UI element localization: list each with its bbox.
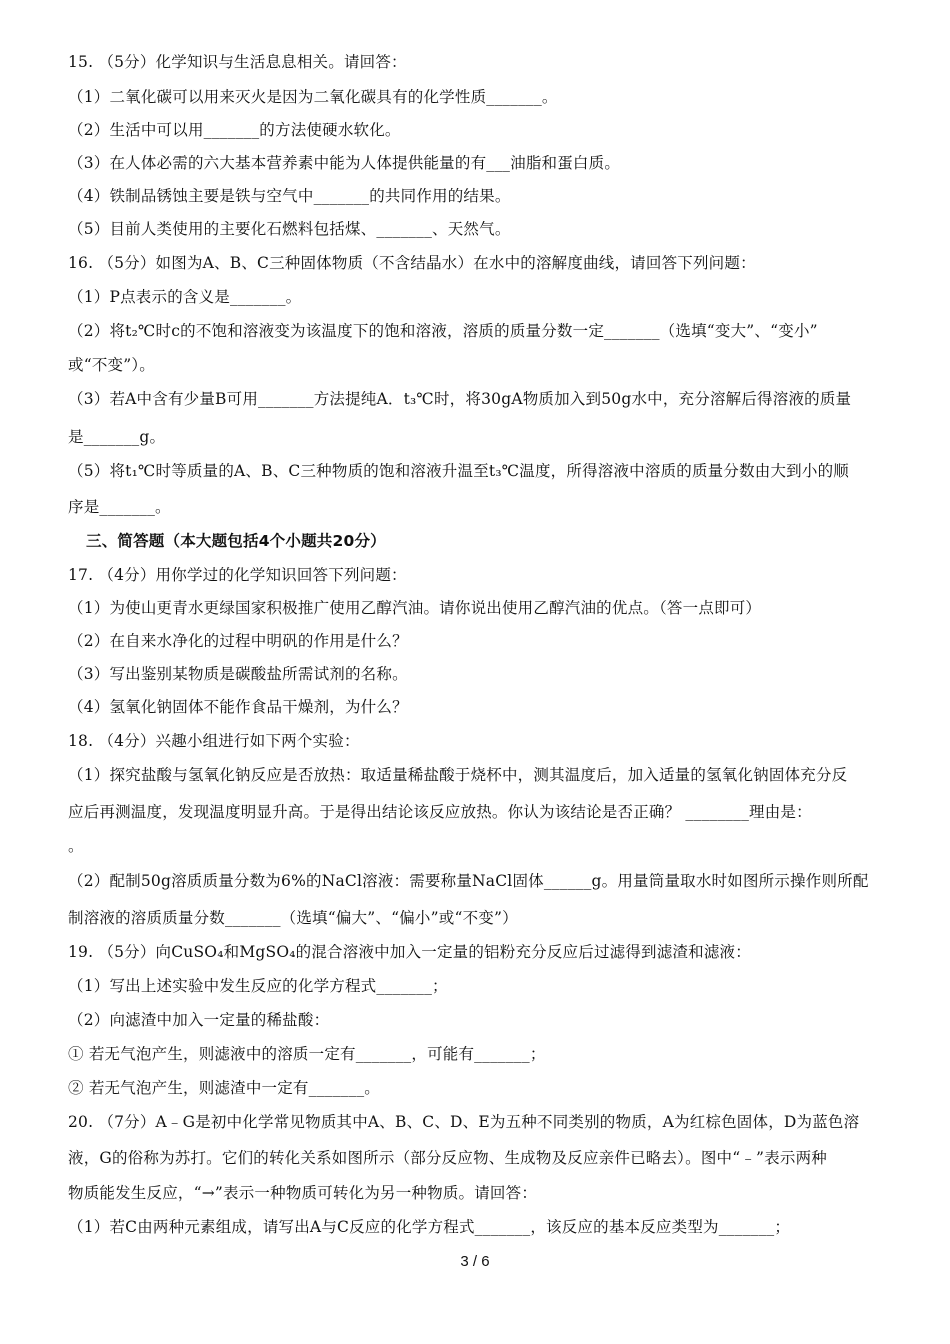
q16-part3-line2: 是_______g。 bbox=[68, 428, 166, 446]
q16-part5-line1: （5）将t₁℃时等质量的A、B、C三种物质的饱和溶液升温至t₃℃温度，所得溶液中溶质的质量分数由大到小的顺 bbox=[68, 462, 849, 480]
q19-stem: 19. （5分）向CuSO₄和MgSO₄的混合溶液中加入一定量的铝粉充分反应后过滤得到滤渣和滤液： bbox=[68, 943, 751, 961]
q15-part1: （1）二氧化碳可以用来灭火是因为二氧化碳具有的化学性质_______。 bbox=[68, 88, 558, 106]
q15-part5: （5）目前人类使用的主要化石燃料包括煤、_______、天然气。 bbox=[68, 220, 511, 238]
q15-part4: （4）铁制品锈蚀主要是铁与空气中_______的共同作用的结果。 bbox=[68, 187, 511, 205]
q19-part2-case2: ② 若无气泡产生，则滤渣中一定有_______。 bbox=[68, 1079, 380, 1097]
q16-part5-line2: 序是_______。 bbox=[68, 498, 171, 516]
q15-part2: （2）生活中可以用_______的方法使硬水软化。 bbox=[68, 121, 401, 139]
section-heading: 三、简答题（本大题包括4个小题共20分） bbox=[86, 532, 386, 550]
q17-part2: （2）在自来水净化的过程中明矾的作用是什么？ bbox=[68, 632, 408, 650]
q16-stem: 16. （5分）如图为A、B、C三种固体物质（不含结晶水）在水中的溶解度曲线，请回答下列问题： bbox=[68, 254, 756, 272]
q17-part1: （1）为使山更青水更绿国家积极推广使用乙醇汽油。请你说出使用乙醇汽油的优点。（答一点即可） bbox=[68, 599, 762, 617]
q18-part1-line2: 应后再测温度，发现温度明显升高。于是得出结论该反应放热。你认为该结论是否正确？ ________理由是： bbox=[68, 803, 812, 821]
q17-part3: （3）写出鉴别某物质是碳酸盐所需试剂的名称。 bbox=[68, 665, 408, 683]
q18-part2-line1: （2）配制50g溶质质量分数为6%的NaCl溶液：需要称量NaCl固体______g。用量筒量取水时如图所示操作则所配 bbox=[68, 872, 869, 890]
q20-stem-line3: 物质能发生反应，“→”表示一种物质可转化为另一种物质。请回答： bbox=[68, 1184, 538, 1202]
q17-stem: 17. （4分）用你学过的化学知识回答下列问题： bbox=[68, 566, 407, 584]
q19-part1: （1）写出上述实验中发生反应的化学方程式_______； bbox=[68, 977, 448, 995]
q19-part2: （2）向滤渣中加入一定量的稀盐酸： bbox=[68, 1011, 330, 1029]
q15-stem: 15. （5分）化学知识与生活息息相关。请回答： bbox=[68, 53, 407, 71]
q18-part1-line1: （1）探究盐酸与氢氧化钠反应是否放热：取适量稀盐酸于烧杯中，测其温度后，加入适量的氢氧化钠固体充分反 bbox=[68, 766, 848, 784]
q18-part2-line2: 制溶液的溶质质量分数_______（选填“偏大”、“偏小”或“不变”） bbox=[68, 909, 518, 927]
q18-stem: 18. （4分）兴趣小组进行如下两个实验： bbox=[68, 732, 360, 750]
q17-part4: （4）氢氧化钠固体不能作食品干燥剂，为什么？ bbox=[68, 698, 408, 716]
q19-part2-case1: ① 若无气泡产生，则滤液中的溶质一定有_______，可能有_______； bbox=[68, 1045, 546, 1063]
q16-part3-line1: （3）若A中含有少量B可用_______方法提纯A．t₃℃时，将30gA物质加入到50g水中，充分溶解后得溶液的质量 bbox=[68, 390, 852, 408]
q16-part2-line1: （2）将t₂℃时c的不饱和溶液变为该温度下的饱和溶液，溶质的质量分数一定_______（选填“变大”、“变小” bbox=[68, 322, 818, 340]
q15-part3: （3）在人体必需的六大基本营养素中能为人体提供能量的有___油脂和蛋白质。 bbox=[68, 154, 621, 172]
q16-part1: （1）P点表示的含义是_______。 bbox=[68, 288, 302, 306]
q20-part1: （1）若C由两种元素组成，请写出A与C反应的化学方程式_______，该反应的基本反应类型为_______； bbox=[68, 1218, 791, 1236]
q18-part1-line3: 。 bbox=[68, 837, 84, 855]
page-number: 3 / 6 bbox=[460, 1253, 490, 1270]
q20-stem-line1: 20. （7分）A﹣G是初中化学常见物质其中A、B、C、D、E为五种不同类别的物质，A为红棕色固体，D为蓝色溶 bbox=[68, 1113, 860, 1131]
q16-part2-line2: 或“不变”）。 bbox=[68, 356, 155, 374]
q20-stem-line2: 液，G的俗称为苏打。它们的转化关系如图所示（部分反应物、生成物及反应亲件已略去）。图中“﹣”表示两种 bbox=[68, 1149, 827, 1167]
